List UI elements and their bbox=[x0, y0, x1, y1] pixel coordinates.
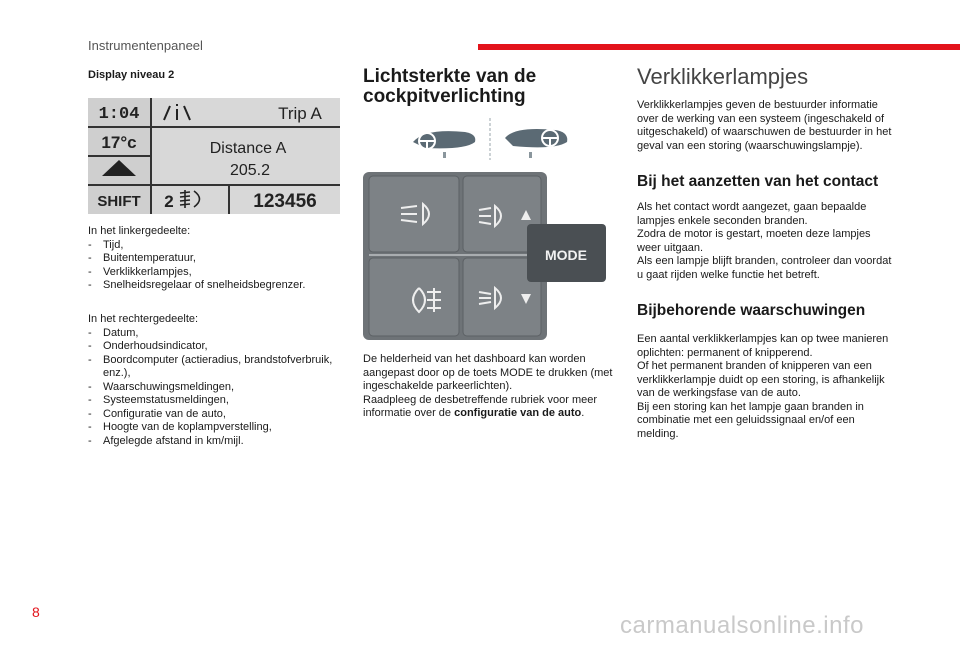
right-area-list bbox=[88, 327, 348, 449]
ignition-body: Als het contact wordt aangezet, gaan bepaalde lampjes enkele seconden branden. Zodra de motor is gestart, moeten deze lampjes weer uitgaan. Als een lampje blijft branden, controleer dan voordat u gaat rijden welke functie het betreft. bbox=[637, 201, 892, 281]
brightness-heading: Lichtsterkte van de cockpitverlichting bbox=[363, 66, 537, 107]
list-item: - Tijd, bbox=[88, 239, 348, 253]
list-item: - Hoogte van de koplampverstelling, bbox=[88, 421, 348, 435]
steering-wheel-high-icon bbox=[505, 129, 567, 158]
right-area-section bbox=[88, 313, 348, 448]
display-odometer: 123456 bbox=[253, 191, 317, 212]
display-shift: SHIFT bbox=[97, 193, 141, 210]
display-temperature: 17°c bbox=[101, 133, 137, 152]
mode-button-label: MODE bbox=[545, 247, 587, 263]
warning-lights-section bbox=[637, 65, 897, 89]
list-item: - Systeemstatusmeldingen, bbox=[88, 394, 348, 408]
warnings-body: Een aantal verklikkerlampjes kan op twee manieren oplichten: permanent of knipperend. Of het permanent branden of knipperen van een verklikkerlampje duidt op een storing, is afhankelijk van de werkingsfase van de auto. Bij een storing kan het lampje gaan branden in combinatie met een geluidssignaal en/of een melding. bbox=[637, 333, 889, 440]
brightness-paragraph: De helderheid van het dashboard kan worden aangepast door op de toets MODE te drukken (met ingeschakelde parkeerlichten). bbox=[363, 353, 613, 392]
page-number: 8 bbox=[32, 604, 40, 620]
display-distance-label: Distance A bbox=[209, 140, 287, 157]
list-item: - Configuratie van de auto, bbox=[88, 408, 348, 422]
steering-wheel-low-icon bbox=[413, 131, 475, 158]
list-item: - Datum, bbox=[88, 327, 348, 341]
list-item: - Boordcomputer (actieradius, brandstofverbruik, enz.), bbox=[88, 354, 348, 381]
display-trip: Trip A bbox=[278, 104, 322, 123]
watermark: carmanualsonline.info bbox=[620, 612, 864, 639]
left-area-list bbox=[88, 239, 348, 293]
right-area-intro: In het rechtergedeelte: bbox=[88, 313, 199, 325]
list-item: - Buitentemperatuur, bbox=[88, 252, 348, 266]
mode-control-panel bbox=[363, 172, 607, 340]
brightness-body bbox=[363, 353, 613, 421]
steering-position-icons bbox=[405, 118, 575, 160]
warnings-heading: Bijbehorende waarschuwingen bbox=[637, 302, 866, 319]
header-accent-bar bbox=[478, 44, 960, 50]
display-gear: 2 bbox=[164, 192, 174, 211]
list-item: - Waarschuwingsmeldingen, bbox=[88, 381, 348, 395]
display-time: 1:04 bbox=[98, 105, 140, 124]
list-item: - Afgelegde afstand in km/mijl. bbox=[88, 435, 348, 449]
section-title: Instrumentenpaneel bbox=[88, 38, 203, 53]
ignition-heading: Bij het aanzetten van het contact bbox=[637, 173, 879, 190]
warning-lights-intro: Verklikkerlampjes geven de bestuurder informatie over de werking van een systeem (ingeschakeld of uitgeschakeld) of waarschuwen de bestuurder in het geval van een storing (waarschuwingslampje). bbox=[637, 99, 892, 152]
list-item: - Snelheidsregelaar of snelheidsbegrenzer. bbox=[88, 279, 348, 293]
brightness-reference: Raadpleeg de desbetreffende rubriek voor meer informatie over de configuratie van de auto. bbox=[363, 393, 598, 419]
display-level-title: Display niveau 2 bbox=[88, 69, 175, 81]
list-item: - Verklikkerlampjes, bbox=[88, 266, 348, 280]
config-link-text: configuratie van de auto bbox=[454, 407, 582, 419]
list-item: - Onderhoudsindicator, bbox=[88, 340, 348, 354]
left-area-section bbox=[88, 225, 348, 293]
display-illustration bbox=[88, 98, 340, 214]
warning-lights-title: Verklikkerlampjes bbox=[637, 64, 809, 89]
display-distance-value: 205.2 bbox=[229, 162, 271, 179]
left-area-intro: In het linkergedeelte: bbox=[88, 225, 191, 237]
